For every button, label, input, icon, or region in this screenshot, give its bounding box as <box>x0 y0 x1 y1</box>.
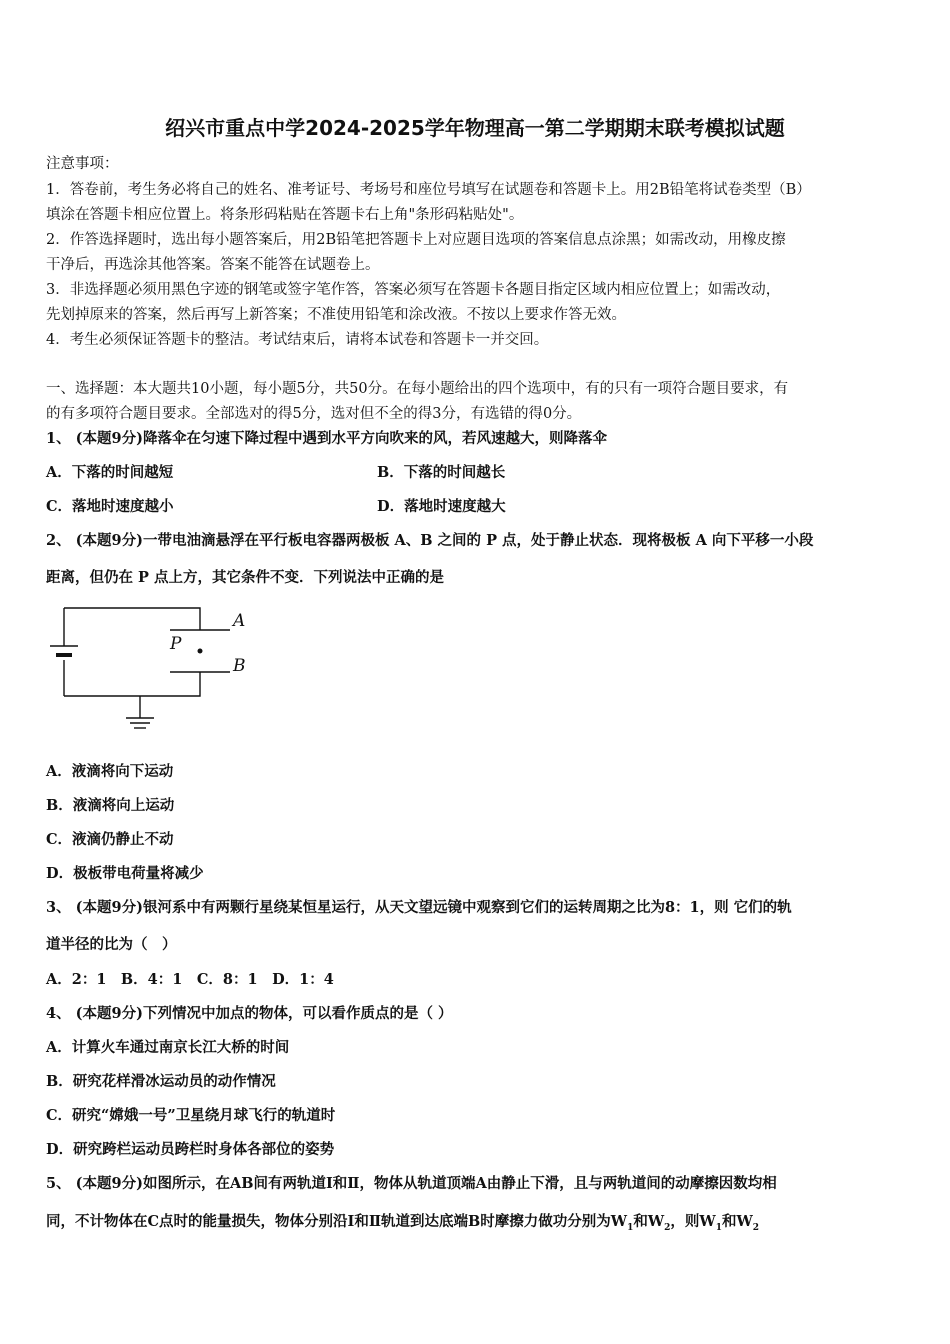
section-instructions: 一、选择题：本大题共10小题，每小题5分，共50分。在每小题给出的四个选项中，有的只有一项符合题目要求，有 <box>46 381 789 397</box>
capacitor-circuit-diagram <box>40 600 270 740</box>
q2-option-b: B．液滴将向上运动 <box>46 797 175 814</box>
question-4-stem: 4、 (本题9分)下列情况中加点的物体，可以看作质点的是（ ） <box>46 1005 453 1022</box>
page-title: 绍兴市重点中学2024-2025学年物理高一第二学期期末联考模拟试题 <box>165 116 785 140</box>
q2-option-d: D．极板带电荷量将减少 <box>46 865 204 882</box>
q2-option-a: A．液滴将向下运动 <box>46 763 174 780</box>
notice-heading: 注意事项： <box>46 156 119 172</box>
notice-line: 4．考生必须保证答题卡的整洁。考试结束后，请将本试卷和答题卡一并交回。 <box>46 332 549 348</box>
q2-option-c: C．液滴仍静止不动 <box>46 831 174 848</box>
q4-option-d: D．研究跨栏运动员跨栏时身体各部位的姿势 <box>46 1141 335 1158</box>
notice-line: 先划掉原来的答案，然后再写上新答案；不准使用铅笔和涂改液。不按以上要求作答无效。 <box>46 307 626 323</box>
plate-b-label: B <box>233 656 246 676</box>
q1-option-c: C．落地时速度越小 <box>46 498 174 515</box>
notice-line: 1．答卷前，考生务必将自己的姓名、准考证号、考场号和座位号填写在试题卷和答题卡上。用2B铅笔将试卷类型（B） <box>46 182 811 198</box>
q4-option-b: B．研究花样滑冰运动员的动作情况 <box>46 1073 276 1090</box>
notice-line: 2．作答选择题时，选出每小题答案后，用2B铅笔把答题卡上对应题目选项的答案信息点涂黑；如需改动，用橡皮擦 <box>46 232 786 248</box>
question-2-stem: 距离，但仍在 P 点上方，其它条件不变．下列说法中正确的是 <box>46 569 444 586</box>
q1-option-b: B．下落的时间越长 <box>377 464 506 481</box>
plate-a-label: A <box>233 611 246 631</box>
question-2-stem: 2、 (本题9分)一带电油滴悬浮在平行板电容器两极板 A、B 之间的 P 点，处于静止状态．现将极板 A 向下平移一小段 <box>46 532 814 549</box>
section-instructions: 的有多项符合题目要求。全部选对的得5分，选对但不全的得3分，有选错的得0分。 <box>46 406 582 422</box>
point-p-label: P <box>170 634 182 654</box>
notice-line: 干净后，再选涂其他答案。答案不能答在试题卷上。 <box>46 257 380 273</box>
q3-options: A．2：1 B．4：1 C．8：1 D．1：4 <box>46 971 334 988</box>
question-3-stem: 道半径的比为（ ） <box>46 936 177 953</box>
question-5-stem: 5、 (本题9分)如图所示，在AB间有两轨道Ⅰ和Ⅱ，物体从轨道顶端A由静止下滑，且与两轨道间的动摩擦因数均相 <box>46 1175 777 1192</box>
question-5-stem: 同，不计物体在C点时的能量损失，物体分别沿Ⅰ和Ⅱ轨道到达底端B时摩擦力做功分别为$W_1$和$W_2$，则$W_1$和$W_2$ <box>46 1213 760 1233</box>
q1-option-d: D．落地时速度越大 <box>377 498 506 515</box>
q4-option-a: A．计算火车通过南京长江大桥的时间 <box>46 1039 290 1056</box>
notice-line: 3．非选择题必须用黑色字迹的钢笔或签字笔作答，答案必须写在答题卡各题目指定区域内相应位置上；如需改动， <box>46 282 781 298</box>
droplet-point <box>198 649 203 654</box>
notice-line: 填涂在答题卡相应位置上。将条形码粘贴在答题卡右上角"条形码粘贴处"。 <box>46 207 524 223</box>
q1-option-a: A．下落的时间越短 <box>46 464 174 481</box>
question-3-stem: 3、 (本题9分)银河系中有两颗行星绕某恒星运行，从天文望远镜中观察到它们的运转周期之比为8：1，则 它们的轨 <box>46 899 792 916</box>
q4-option-c: C．研究“嫦娥一号”卫星绕月球飞行的轨道时 <box>46 1107 336 1124</box>
question-1-stem: 1、 (本题9分)降落伞在匀速下降过程中遇到水平方向吹来的风，若风速越大，则降落伞 <box>46 430 607 447</box>
